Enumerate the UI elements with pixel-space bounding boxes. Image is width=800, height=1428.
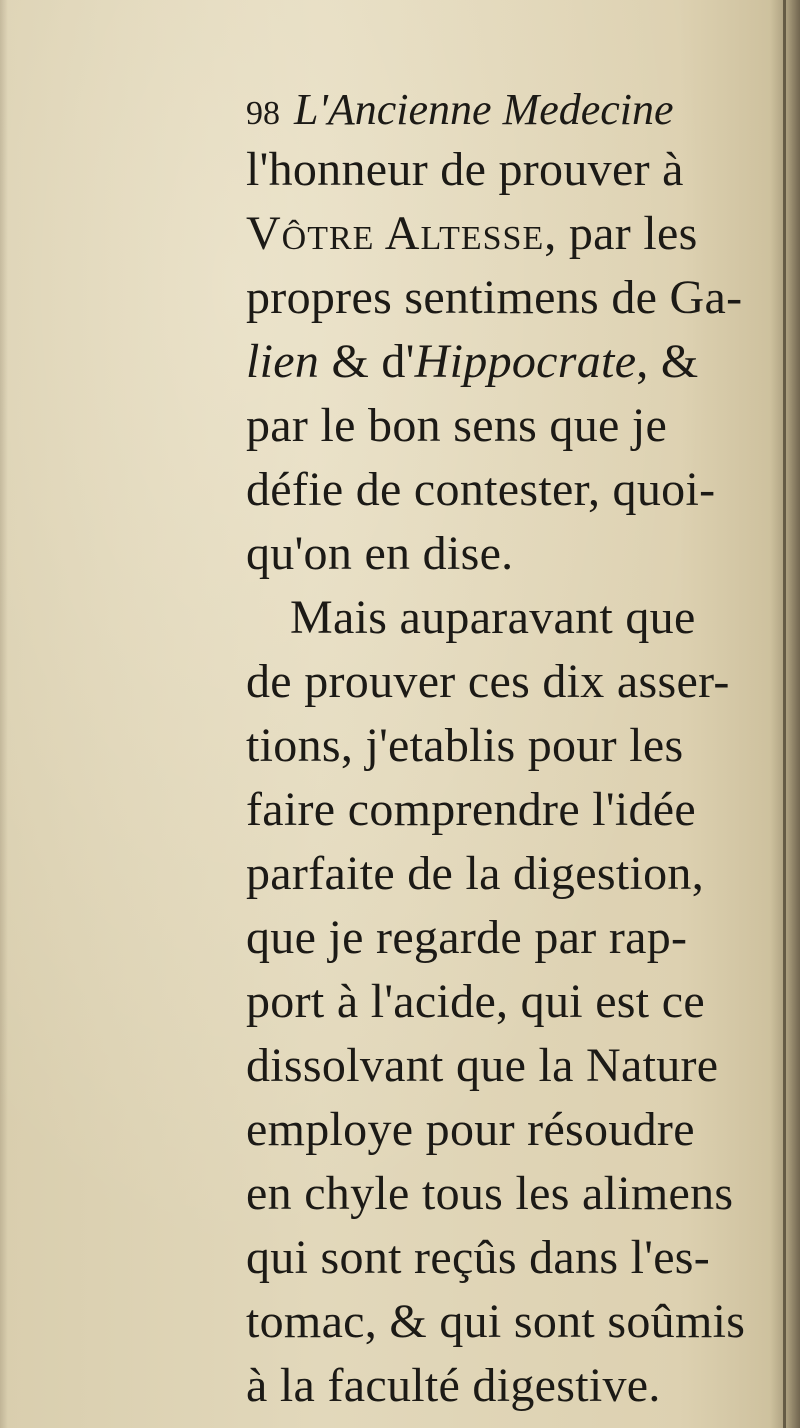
text-line: de prouver ces dix asser-: [246, 655, 730, 708]
text-line: qu'on en dise.: [246, 527, 514, 580]
page-header: [246, 84, 776, 144]
text-line: parfaite de la digestion,: [246, 847, 704, 900]
paragraph-start-line: Mais auparavant que: [290, 591, 696, 644]
body-text: [246, 138, 786, 1418]
text-line: faire comprendre l'idée: [246, 783, 696, 836]
text-line: en chyle tous les alimens: [246, 1167, 734, 1220]
text-fragment: , par les: [544, 207, 698, 260]
text-line: tomac, & qui sont soûmis: [246, 1295, 746, 1348]
italic-name: lien: [246, 335, 320, 388]
running-title: L'Ancienne Medecine: [294, 85, 674, 134]
text-line: qui sont reçûs dans l'es-: [246, 1231, 711, 1284]
text-line: propres sentimens de Ga-: [246, 271, 743, 324]
text-line: par le bon sens que je: [246, 399, 668, 452]
text-line: tions, j'etablis pour les: [246, 719, 684, 772]
italic-name: Hippocrate: [414, 335, 637, 388]
page-number: 98: [246, 95, 280, 132]
text-line: défie de contester, quoi-: [246, 463, 716, 516]
text-line: l'honneur de prouver à: [246, 143, 684, 196]
text-line: employe pour résoudre: [246, 1103, 695, 1156]
text-line: à la faculté digestive.: [246, 1359, 661, 1412]
text-line: dissolvant que la Nature: [246, 1039, 719, 1092]
page-edge-shadow: [0, 0, 8, 1428]
text-line: port à l'acide, qui est ce: [246, 975, 705, 1028]
text-fragment: , &: [636, 335, 699, 388]
dedicatee-name: Vôtre Altesse: [246, 207, 545, 260]
text-line: [246, 330, 786, 394]
text-fragment: & d': [319, 335, 415, 388]
text-line: [246, 202, 786, 266]
text-line: que je regarde par rap-: [246, 911, 688, 964]
